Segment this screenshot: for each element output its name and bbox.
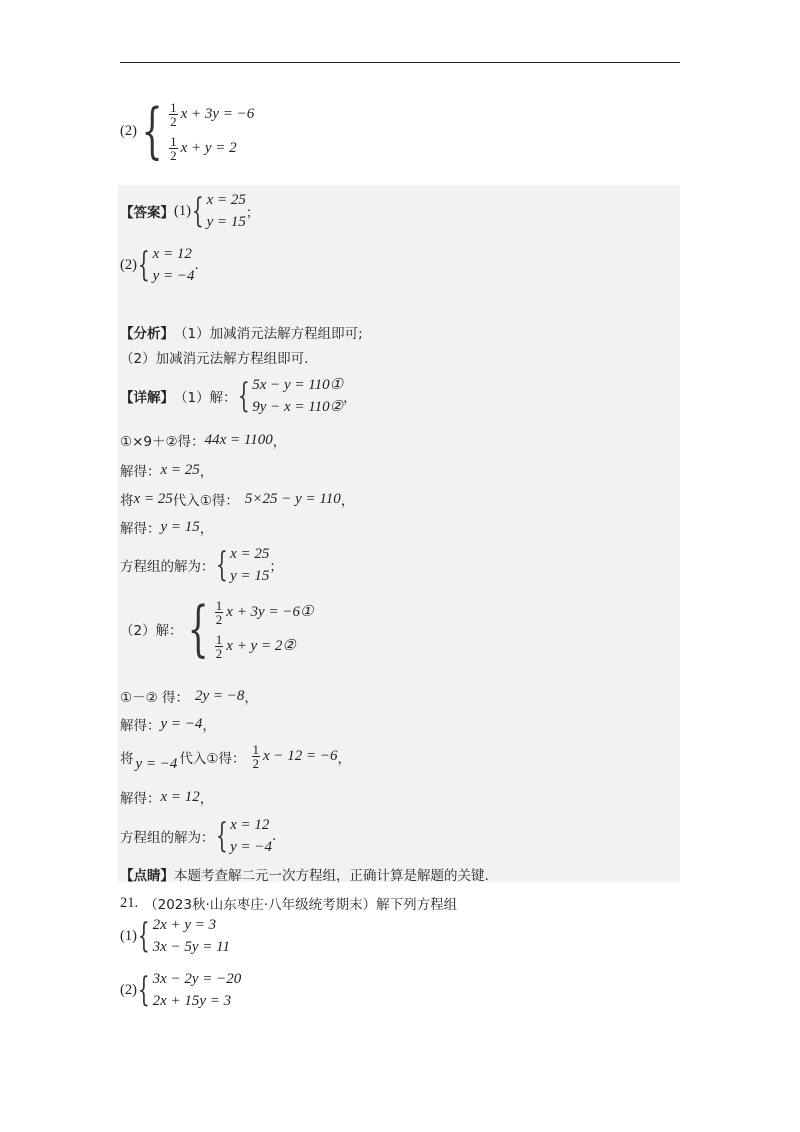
detail-step2: 解得： x = 25 ，	[120, 461, 214, 480]
detail-tag: 【详解】	[120, 390, 174, 406]
brace: {	[215, 545, 228, 585]
detail-step5: ①－② 得： 2y = −8 ，	[120, 687, 258, 706]
brace: {	[137, 245, 150, 285]
q20-eq1: $\frac{1}{2}$ x + 3y = −6	[170, 99, 255, 129]
brace: {	[137, 916, 150, 956]
q20-part2-system	[169, 100, 254, 162]
detail-system1: 【详解】 （1）解： { 5x − y = 110① 9y − x = 110② ，	[120, 376, 357, 416]
analysis-line2: （2）加减消元法解方程组即可.	[120, 351, 309, 367]
detail-step8: 解得： x = 12 ，	[120, 788, 214, 807]
comment-tag: 【点睛】	[120, 868, 174, 884]
q20-eq2: $\frac{1}{2}$ x + y = 2	[170, 133, 237, 163]
analysis-tag: 【分析】	[120, 326, 174, 342]
q20-part2	[120, 96, 255, 166]
detail-step7: 将 y = −4 代入①得： $\frac{1}{2}$ x − 12 = −6 ，	[120, 742, 352, 772]
detail-step6: 解得： y = −4 ，	[120, 715, 216, 734]
detail-solution2: 方程组的解为： { x = 12 y = −4 .	[120, 816, 277, 856]
brace: {	[215, 816, 228, 856]
comment: 【点睛】 本题考查解二元一次方程组，正确计算是解题的关键.	[120, 864, 489, 884]
answer-part2: (2) { x = 12 y = −4 .	[120, 245, 199, 285]
brace: {	[191, 191, 204, 231]
detail-step1: ①×9＋②得： 44x = 1100 ，	[120, 431, 287, 450]
detail-step4: 解得： y = 15 ，	[120, 518, 214, 537]
q20-part2-label: (2)	[120, 122, 137, 139]
q21-number: 21.	[120, 894, 139, 911]
answer-part1: 【答案】 (1) { x = 25 y = 15 ；	[120, 191, 260, 231]
analysis-line1: 【分析】 （1）加减消元法解方程组即可;	[120, 322, 363, 342]
q21-part2: (2) { 3x − 2y = −20 2x + 15y = 3	[120, 970, 242, 1010]
brace: {	[187, 594, 209, 664]
q21-heading: 21. （2023秋·山东枣庄·八年级统考期末）解下列方程组	[120, 894, 458, 913]
detail-solution1: 方程组的解为： { x = 25 y = 15 ；	[120, 545, 283, 585]
answer-tag: 【答案】	[120, 205, 174, 221]
header-rule	[120, 62, 680, 63]
brace: {	[141, 96, 163, 166]
brace: {	[237, 376, 250, 416]
brace: {	[137, 970, 150, 1010]
q21-part1: (1) { 2x + y = 3 3x − 5y = 11	[120, 916, 231, 956]
detail-system2: （2）解： { $\frac{1}{2}$ x + 3y = −6① $\frac{1}{2}$ x + y = 2②	[120, 594, 314, 664]
detail-step3: 将 x = 25 代入①得： 5×25 − y = 110 ，	[120, 490, 355, 509]
